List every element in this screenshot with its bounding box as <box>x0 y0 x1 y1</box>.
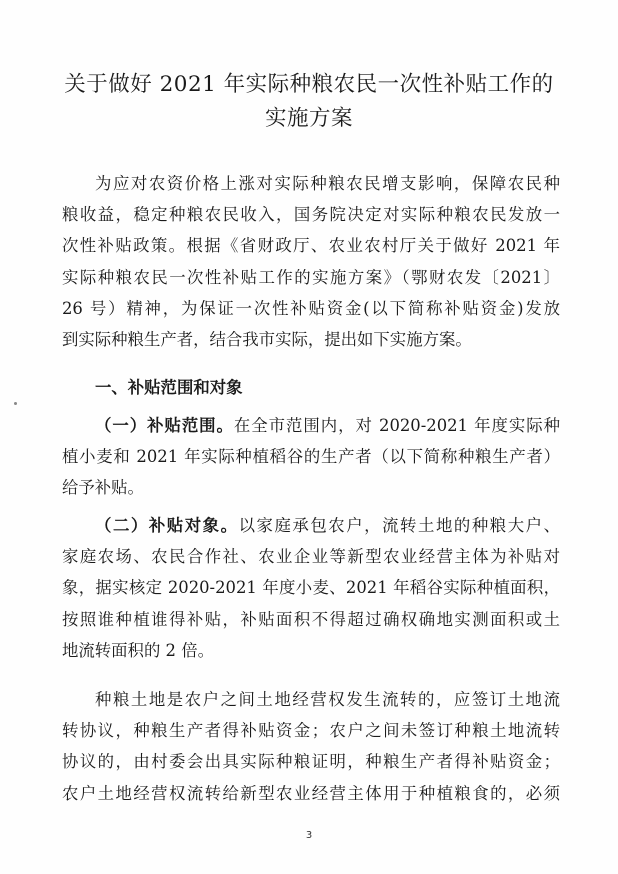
subsection-2 <box>62 510 560 666</box>
body-line: 协议的，由村委会出具实际种粮证明，种粮生产者得补贴资金； <box>62 752 560 772</box>
page-number: 3 <box>305 830 313 841</box>
title-line-1: 关于做好 2021 年实际种粮农民一次性补贴工作的 <box>64 72 554 97</box>
scan-speck <box>14 402 17 405</box>
intro-line: 次性补贴政策。根据《省财政厅、农业农村厅关于做好 2021 年 <box>62 236 560 256</box>
subsection-2-line: 家庭农场、农民合作社、农业企业等新型农业经营主体为补贴对 <box>62 547 560 567</box>
section-heading-1: 一、补贴范围和对象 <box>95 378 243 397</box>
intro-line: 26 号）精神，为保证一次性补贴资金(以下简称补贴资金)发放 <box>62 298 560 318</box>
subsection-1-line: 在全市范围内，对 2020-2021 年度实际种 <box>233 416 561 435</box>
intro-line: 实际种粮农民一次性补贴工作的实施方案》（鄂财农发〔2021〕 <box>62 267 560 287</box>
subsection-2-line: 地流转面积的 2 倍。 <box>62 640 214 660</box>
body-line: 转协议，种粮生产者得补贴资金；农户之间未签订种粮土地流转 <box>62 721 560 741</box>
subsection-2-line: 按照谁种植谁得补贴，补贴面积不得超过确权确地实测面积或土 <box>62 609 560 629</box>
subsection-2-line: 以家庭承包农户，流转土地的种粮大户、 <box>238 516 561 535</box>
body-line: 种粮土地是农户之间土地经营权发生流转的，应签订土地流 <box>95 690 560 709</box>
intro-line: 粮收益，稳定种粮农民收入，国务院决定对实际种粮农民发放一 <box>62 205 560 225</box>
title-line-2: 实施方案 <box>264 106 353 131</box>
subsection-1-line: 植小麦和 2021 年实际种植稻谷的生产者（以下简称种粮生产者） <box>62 447 560 467</box>
intro-line: 为应对农资价格上涨对实际种粮农民增支影响，保障农民种 <box>95 174 560 193</box>
subsection-2-line: 象，据实核定 2020-2021 年度小麦、2021 年稻谷实际种植面积， <box>62 578 560 598</box>
body-line: 农户土地经营权流转给新型农业经营主体用于种植粮食的，必须 <box>62 783 560 803</box>
document-title <box>30 68 588 136</box>
body-paragraph-3 <box>62 684 560 809</box>
subsection-1-label: （一）补贴范围。 <box>95 416 234 435</box>
subsection-2-label: （二）补贴对象。 <box>95 516 239 535</box>
subsection-1-line: 给予补贴。 <box>62 478 144 498</box>
intro-line: 到实际种粮生产者，结合我市实际，提出如下实施方案。 <box>62 329 472 349</box>
intro-paragraph <box>62 168 560 355</box>
subsection-1 <box>62 410 560 504</box>
